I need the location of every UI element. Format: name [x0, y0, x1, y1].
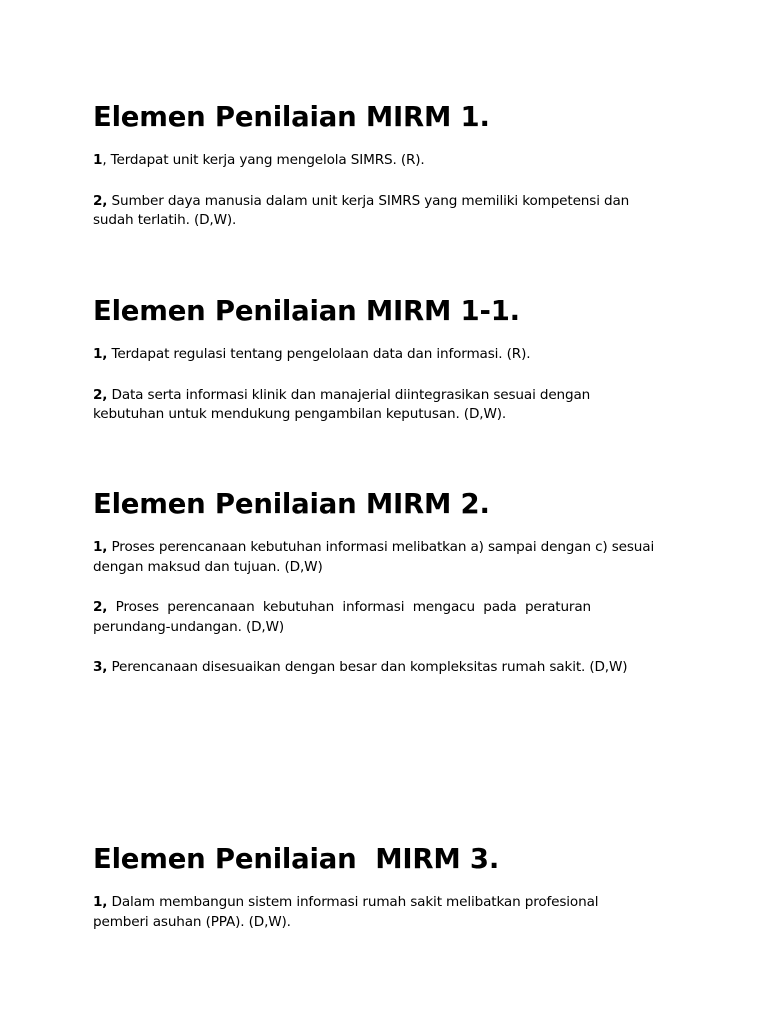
item-text: Perencanaan disesuaikan dengan besar dan kompleksitas rumah sakit. (D,W): [107, 659, 628, 675]
section-mirm-1-1: [93, 291, 658, 425]
item-number: 1,: [93, 539, 108, 555]
item-number: 1: [93, 152, 103, 168]
item-text: Dalam membangun sistem informasi rumah sakit melibatkan profesional pemberi asuhan (PPA). (D,W).: [93, 894, 599, 930]
item-number: 3,: [93, 659, 108, 675]
list-item: [93, 658, 658, 678]
section-mirm-1: [93, 97, 658, 231]
list-item: [93, 386, 643, 425]
list-item: [93, 598, 591, 637]
item-number: 2,: [93, 192, 108, 209]
section-mirm-2: [93, 484, 658, 678]
list-item: [93, 192, 655, 231]
item-number: 1,: [93, 894, 108, 910]
section-heading: Elemen Penilaian MIRM 1-1.: [93, 295, 520, 327]
list-item: [93, 345, 658, 365]
section-mirm-3: [93, 839, 658, 932]
item-text: Proses perencanaan kebutuhan informasi melibatkan a) sampai dengan c) sesuai dengan maksud dan tujuan. (D,W): [93, 539, 655, 575]
list-item: [93, 538, 668, 577]
list-item: [93, 893, 658, 932]
item-text: Sumber daya manusia dalam unit kerja SIMRS yang memiliki kompetensi dan sudah terlatih. (D,W).: [93, 192, 630, 228]
section-heading: Elemen Penilaian MIRM 1.: [93, 101, 490, 133]
section-heading: Elemen Penilaian MIRM 2.: [93, 488, 490, 520]
list-item: [93, 151, 658, 171]
section-heading: Elemen Penilaian MIRM 3.: [93, 843, 500, 875]
item-number: 2,: [93, 386, 108, 403]
item-text: , Terdapat unit kerja yang mengelola SIMRS. (R).: [102, 152, 425, 168]
item-text: Terdapat regulasi tentang pengelolaan data dan informasi. (R).: [107, 346, 531, 362]
item-text: Data serta informasi klinik dan manajerial diintegrasikan sesuai dengan kebutuhan untuk mendukung pengambilan keputusan. (D,W).: [93, 386, 591, 422]
item-number: 1,: [93, 346, 108, 362]
item-number: 2,: [93, 599, 108, 615]
item-text: Proses perencanaan kebutuhan informasi mengacu pada peraturan perundang-undangan. (D,W): [93, 599, 591, 635]
